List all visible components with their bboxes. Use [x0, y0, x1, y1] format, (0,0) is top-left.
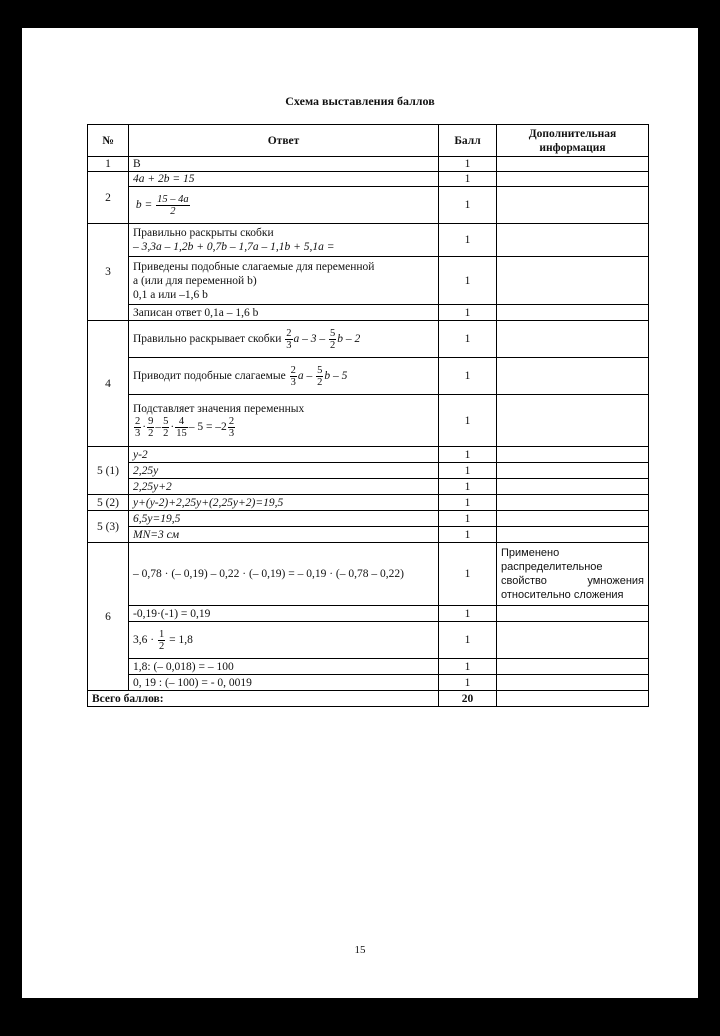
answer-cell [129, 224, 439, 257]
header-info-line2: информация [539, 141, 606, 154]
fraction [290, 365, 297, 388]
info-cell [497, 305, 649, 321]
fraction-denominator: 3 [228, 428, 235, 439]
formula-part: – [155, 421, 162, 434]
info-cell [497, 479, 649, 495]
answer-text: Правильно раскрывает скобки [133, 332, 282, 345]
answer-cell: 0, 19 : (– 100) = - 0, 0019 [129, 675, 439, 691]
fraction-numerator: 4 [175, 416, 188, 428]
answer-line: – 3,3a – 1,2b + 0,7b – 1,7a – 1,1b + 5,1a = [133, 241, 335, 253]
answer-cell [129, 187, 439, 224]
info-cell [497, 358, 649, 395]
answer-text: Подставляет значения переменных [133, 403, 305, 415]
fraction-denominator: 2 [317, 376, 323, 388]
table-row [88, 358, 649, 395]
answer-cell [129, 257, 439, 305]
score-cell: 1 [439, 543, 497, 606]
answer-cell: – 0,78 · (– 0,19) – 0,22 · (– 0,19) = – 0,19 · (– 0,78 – 0,22) [129, 543, 439, 606]
formula-lhs: b = [135, 198, 153, 211]
score-cell: 1 [439, 224, 497, 257]
table-row [88, 543, 649, 606]
task-number: 5 (2) [88, 495, 129, 511]
formula-part: = 1,8 [169, 633, 193, 646]
score-cell: 1 [439, 606, 497, 622]
header-num: № [88, 125, 129, 157]
table-row [88, 527, 649, 543]
score-cell: 1 [439, 527, 497, 543]
info-cell [497, 495, 649, 511]
table-row [88, 463, 649, 479]
info-cell [497, 543, 649, 606]
task-number: 6 [88, 543, 129, 691]
fraction [156, 194, 190, 217]
score-cell: 1 [439, 511, 497, 527]
total-row [88, 691, 649, 707]
answer-cell: Подставляет значения переменных $\frac{2}{3}$ · $\frac{9}{2}$ – $\frac{5}{2}$ · $\frac{4}{15}$ – 5 = –2 $\frac{2}{3}$ [129, 395, 439, 447]
task-number: 5 (3) [88, 511, 129, 543]
table-header-row [88, 125, 649, 157]
score-cell: 1 [439, 395, 497, 447]
info-cell [497, 511, 649, 527]
fraction-numerator: 15 – 4a [157, 193, 189, 205]
table-row [88, 659, 649, 675]
fraction [158, 629, 165, 652]
table-row [88, 479, 649, 495]
header-score: Балл [439, 125, 497, 157]
answer-cell [129, 358, 439, 395]
header-info-line1: Дополнительная [528, 127, 617, 140]
answer-line: a (или для переменной b) [133, 274, 257, 287]
answer-cell: Записан ответ 0,1a – 1,6 b [129, 305, 439, 321]
info-cell [497, 321, 649, 358]
task-number: 5 (1) [88, 447, 129, 495]
score-cell: 1 [439, 187, 497, 224]
answer-cell: y+(y-2)+2,25y+(2,25y+2)=19,5 [129, 495, 439, 511]
table-row [88, 305, 649, 321]
formula-part: b – 5 [324, 369, 348, 382]
fraction [175, 416, 188, 439]
fraction [228, 416, 235, 439]
formula-part: 3,6 · [133, 633, 155, 646]
score-cell: 1 [439, 157, 497, 172]
table-row [88, 495, 649, 511]
fraction-numerator: 2 [228, 416, 235, 427]
answer-cell: y-2 [129, 447, 439, 463]
info-cell [497, 224, 649, 257]
fraction-denominator: 2 [330, 339, 336, 351]
fraction-denominator: 2 [148, 428, 154, 439]
total-score: 20 [439, 691, 497, 707]
fraction-numerator: 5 [317, 364, 323, 376]
score-cell: 1 [439, 257, 497, 305]
score-cell: 1 [439, 447, 497, 463]
task-number: 2 [88, 172, 129, 224]
fraction-denominator: 3 [290, 376, 296, 388]
answer-cell [129, 321, 439, 358]
header-answer: Ответ [129, 125, 439, 157]
table-row [88, 224, 649, 257]
info-cell [497, 157, 649, 172]
table-row [88, 172, 649, 187]
info-cell [497, 447, 649, 463]
header-info [497, 125, 649, 157]
info-cell [497, 257, 649, 305]
formula-part: – 5 = –2 [188, 421, 227, 434]
fraction [147, 416, 154, 439]
fraction [329, 328, 336, 351]
total-label: Всего баллов: [88, 691, 439, 707]
fraction-denominator: 3 [286, 339, 292, 351]
answer-cell: 2,25y+2 [129, 479, 439, 495]
table-row [88, 187, 649, 224]
table-row [88, 511, 649, 527]
info-cell [497, 675, 649, 691]
fraction-numerator: 1 [158, 628, 165, 640]
info-cell [497, 659, 649, 675]
fraction-denominator: 2 [163, 428, 169, 439]
fraction-numerator: 2 [290, 364, 296, 376]
scoring-table [87, 124, 649, 707]
info-cell [497, 463, 649, 479]
fraction [285, 328, 292, 351]
fraction [316, 365, 323, 388]
answer-cell: MN=3 см [129, 527, 439, 543]
table-row [88, 395, 649, 447]
fraction-denominator: 2 [170, 205, 176, 217]
page-number: 15 [354, 944, 366, 956]
answer-cell: В [129, 157, 439, 172]
fraction-numerator: 5 [163, 416, 169, 427]
formula-part: a – [297, 369, 313, 382]
info-cell [497, 622, 649, 659]
score-cell: 1 [439, 622, 497, 659]
fraction [162, 416, 169, 439]
answer-cell: 1,8: (– 0,018) = – 100 [129, 659, 439, 675]
fraction-numerator: 2 [286, 327, 292, 339]
score-cell: 1 [439, 305, 497, 321]
fraction-numerator: 2 [135, 416, 141, 427]
task-number: 1 [88, 157, 129, 172]
fraction-denominator: 15 [176, 428, 187, 439]
formula-part: a – 3 – [293, 332, 326, 345]
info-line: Применено [501, 547, 560, 559]
info-line: распределительное [501, 561, 603, 573]
answer-line: Правильно раскрыты скобки [133, 227, 274, 239]
info-cell [497, 691, 649, 707]
page-title: Схема выставления баллов [285, 94, 435, 108]
table-row [88, 321, 649, 358]
table-row [88, 257, 649, 305]
info-cell [497, 187, 649, 224]
fraction-numerator: 5 [330, 327, 336, 339]
answer-cell: 2,25y [129, 463, 439, 479]
info-cell [497, 527, 649, 543]
formula-part: b – 2 [337, 332, 361, 345]
score-cell: 1 [439, 172, 497, 187]
score-cell: 1 [439, 479, 497, 495]
fraction [134, 416, 141, 439]
score-cell: 1 [439, 659, 497, 675]
answer-line: Приведены подобные слагаемые для переменной [133, 260, 375, 273]
fraction-denominator: 3 [135, 428, 141, 439]
answer-cell: 6,5y=19,5 [129, 511, 439, 527]
answer-cell [129, 622, 439, 659]
table-row [88, 675, 649, 691]
fraction-denominator: 2 [158, 640, 165, 652]
task-number: 3 [88, 224, 129, 321]
score-cell: 1 [439, 675, 497, 691]
info-cell [497, 172, 649, 187]
table-row [88, 447, 649, 463]
fraction-numerator: 9 [148, 416, 154, 427]
info-cell [497, 606, 649, 622]
info-line: свойство умножения [501, 575, 644, 587]
score-cell: 1 [439, 463, 497, 479]
score-cell: 1 [439, 321, 497, 358]
table-row [88, 606, 649, 622]
score-cell: 1 [439, 495, 497, 511]
task-number: 4 [88, 321, 129, 447]
info-cell [497, 395, 649, 447]
info-line: относительно сложения [501, 589, 624, 601]
answer-cell: -0,19·(-1) = 0,19 [129, 606, 439, 622]
answer-line: 0,1 a или –1,6 b [133, 288, 208, 301]
table-row [88, 622, 649, 659]
document-page [22, 28, 698, 998]
answer-cell: 4a + 2b = 15 [129, 172, 439, 187]
score-cell: 1 [439, 358, 497, 395]
answer-text: Приводит подобные слагаемые [133, 369, 286, 382]
table-row [88, 157, 649, 172]
